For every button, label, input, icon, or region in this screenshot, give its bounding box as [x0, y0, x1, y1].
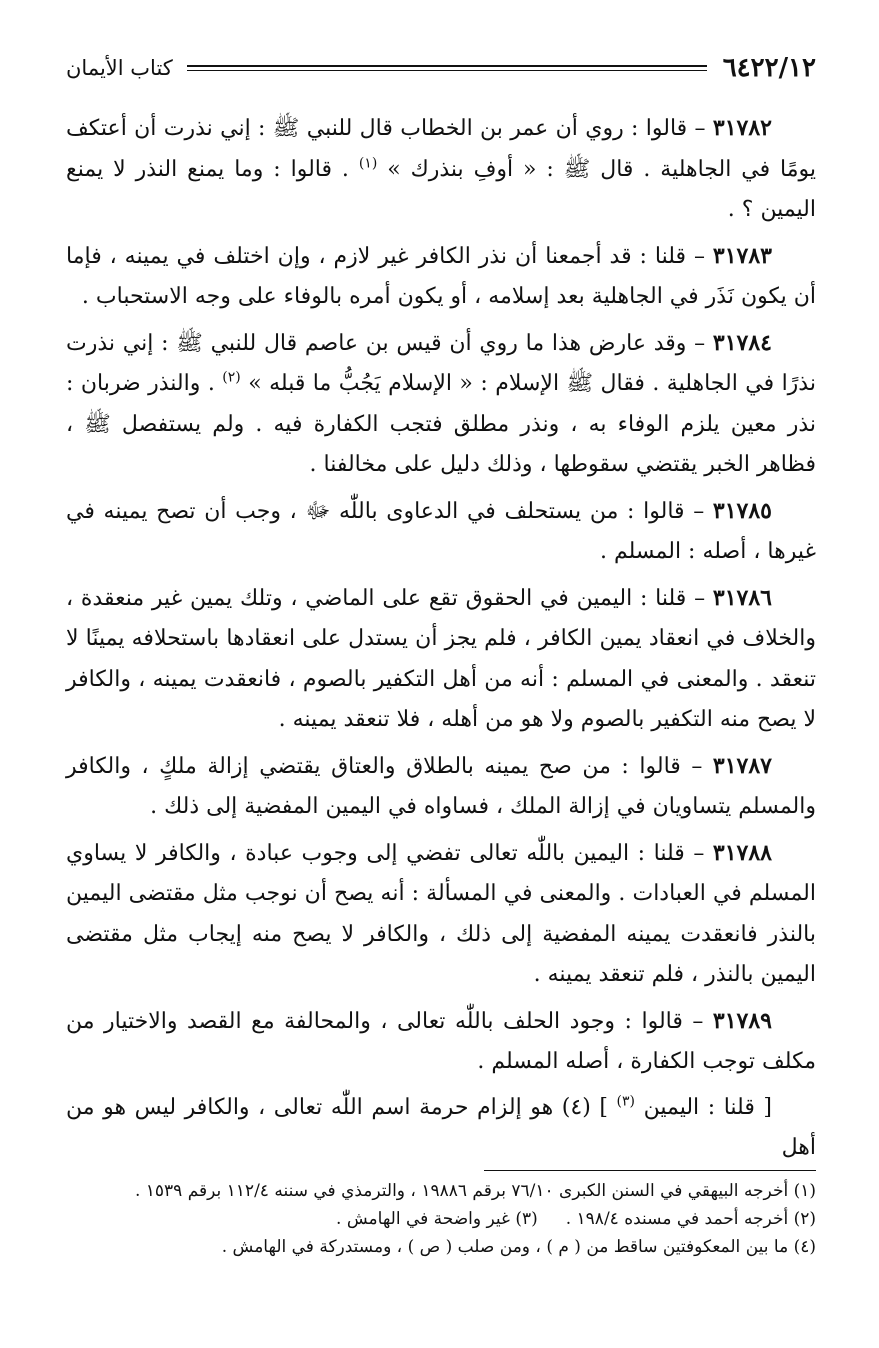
footnote-4: (٤) ما بين المعكوفتين ساقط من ( م ) ، ومن صلب ( ص ) ، ومستدركة في الهامش . — [221, 1237, 816, 1257]
page-number: ٦٤٢٢/١٢ — [722, 53, 816, 83]
footnote-reference: (٣) — [616, 1093, 636, 1110]
paragraph-text: [ قلنا : اليمين — [635, 1094, 773, 1120]
paragraph-number: ٣١٧٨٤ — [712, 329, 772, 356]
paragraph-number: ٣١٧٨٧ — [712, 752, 772, 779]
footnotes — [66, 1177, 816, 1261]
paragraph-text: – قالوا : من صح يمينه بالطلاق والعتاق يقتضي إزالة ملكٍ ، والكافر والمسلم يتساويان في إزالة الملك ، فساواه في اليمين المفضية إلى ذلك . — [66, 753, 816, 819]
paragraph-number: ٣١٧٨٣ — [712, 242, 772, 269]
running-header — [66, 48, 816, 88]
paragraph-31789 — [66, 1001, 816, 1083]
body-text — [66, 108, 816, 1169]
paragraph-reply — [66, 1088, 816, 1169]
paragraph-text: – وقد عارض هذا ما روي أن قيس بن عاصم قال للنبي ﷺ : إني نذرت نذرًا في الجاهلية . فقال ﷺ الإسلام : « الإسلام يَجُبُّ ما قبله » — [66, 330, 816, 396]
paragraph-text: . قالوا : وما يمنع النذر لا يمنع اليمين ؟ . — [66, 156, 816, 222]
paragraph-number: ٣١٧٨٥ — [712, 497, 772, 524]
book-title: كتاب الأيمان — [66, 56, 173, 80]
footnote-2: (٢) أخرجه أحمد في مسنده ١٩٨/٤ . — [565, 1209, 816, 1229]
header-rule — [187, 65, 707, 71]
paragraph-31785 — [66, 491, 816, 573]
paragraph-number: ٣١٧٨٢ — [712, 115, 772, 141]
paragraph-number: ٣١٧٨٨ — [712, 839, 772, 866]
paragraph-31784 — [66, 323, 816, 486]
paragraph-text: – قلنا : اليمين باللّٰه تعالى تفضي إلى وجوب عبادة ، والكافر لا يساوي المسلم في العبادات . والمعنى في المسألة : أنه يصح أن نوجب مثل مقتضى اليمين بالنذر فانعقدت يمينه المفضية إلى ذلك ، والكافر لا يصح منه إيجاب مثل مقتضى اليمين بالنذر ، فلم تنعقد يمينه . — [66, 840, 816, 987]
paragraph-31788 — [66, 833, 816, 996]
paragraph-number: ٣١٧٨٦ — [712, 584, 772, 611]
paragraph-text: – قلنا : قد أجمعنا أن نذر الكافر غير لازم ، وإن اختلف في يمينه ، فإما أن يكون نَذَر في الجاهلية بعد إسلامه ، أو يكون أمره بالوفاء على وجه الاستحباب . — [66, 243, 816, 309]
footnote-reference: (١) — [358, 155, 378, 172]
footnote-1: (١) أخرجه البيهقي في السنن الكبرى ٧٦/١٠ برقم ١٩٨٨٦ ، والترمذي في سننه ١١٢/٤ برقم ١٥٣٩ . — [134, 1181, 816, 1201]
paragraph-31787 — [66, 746, 816, 828]
footnote-3: (٣) غير واضحة في الهامش . — [336, 1209, 538, 1229]
footnote-2-3 — [66, 1205, 816, 1233]
footnote-rule — [484, 1170, 816, 1171]
paragraph-text: ] (٤) هو إلزام حرمة اسم اللّٰه تعالى ، والكافر ليس هو من أهل — [66, 1094, 816, 1160]
paragraph-number: ٣١٧٨٩ — [712, 1007, 772, 1034]
footnote-reference: (٢) — [222, 369, 241, 386]
paragraph-text: – قالوا : وجود الحلف باللّٰه تعالى ، والمحالفة مع القصد والاختيار من مكلف توجب الكفارة ، أصله المسلم . — [66, 1008, 816, 1074]
paragraph-text: – قالوا : من يستحلف في الدعاوى باللّٰه ﷻ ، وجب أن تصح يمينه في غيرها ، أصله : المسلم . — [66, 498, 816, 564]
paragraph-text: – قالوا : روي أن عمر بن الخطاب قال للنبي ﷺ : إني نذرت أن أعتكف يومًا في الجاهلية . قال ﷺ : « أوفِ بنذرك » — [66, 116, 816, 182]
paragraph-text: . والنذر ضربان : نذر معين يلزم الوفاء به ، ونذر مطلق فتجب الكفارة فيه . ولم يستفصل ﷺ ، فظاهر الخبر يقتضي سقوطها ، وذلك دليل على مخالفنا . — [66, 371, 816, 477]
paragraph-31786 — [66, 578, 816, 741]
paragraph-31783 — [66, 236, 816, 318]
paragraph-text: – قلنا : اليمين في الحقوق تقع على الماضي ، وتلك يمين غير منعقدة ، والخلاف في انعقاد يمين الكافر ، فلم يجز أن يستدل على انعقادها باستحلافه يمينًا لا تنعقد . والمعنى في المسلم : أنه من أهل التكفير بالصوم ، فانعقدت يمينه ، والكافر لا يصح منه التكفير بالصوم ولا هو من أهله ، فلا تنعقد يمينه . — [66, 585, 816, 732]
paragraph-31782 — [66, 108, 816, 231]
